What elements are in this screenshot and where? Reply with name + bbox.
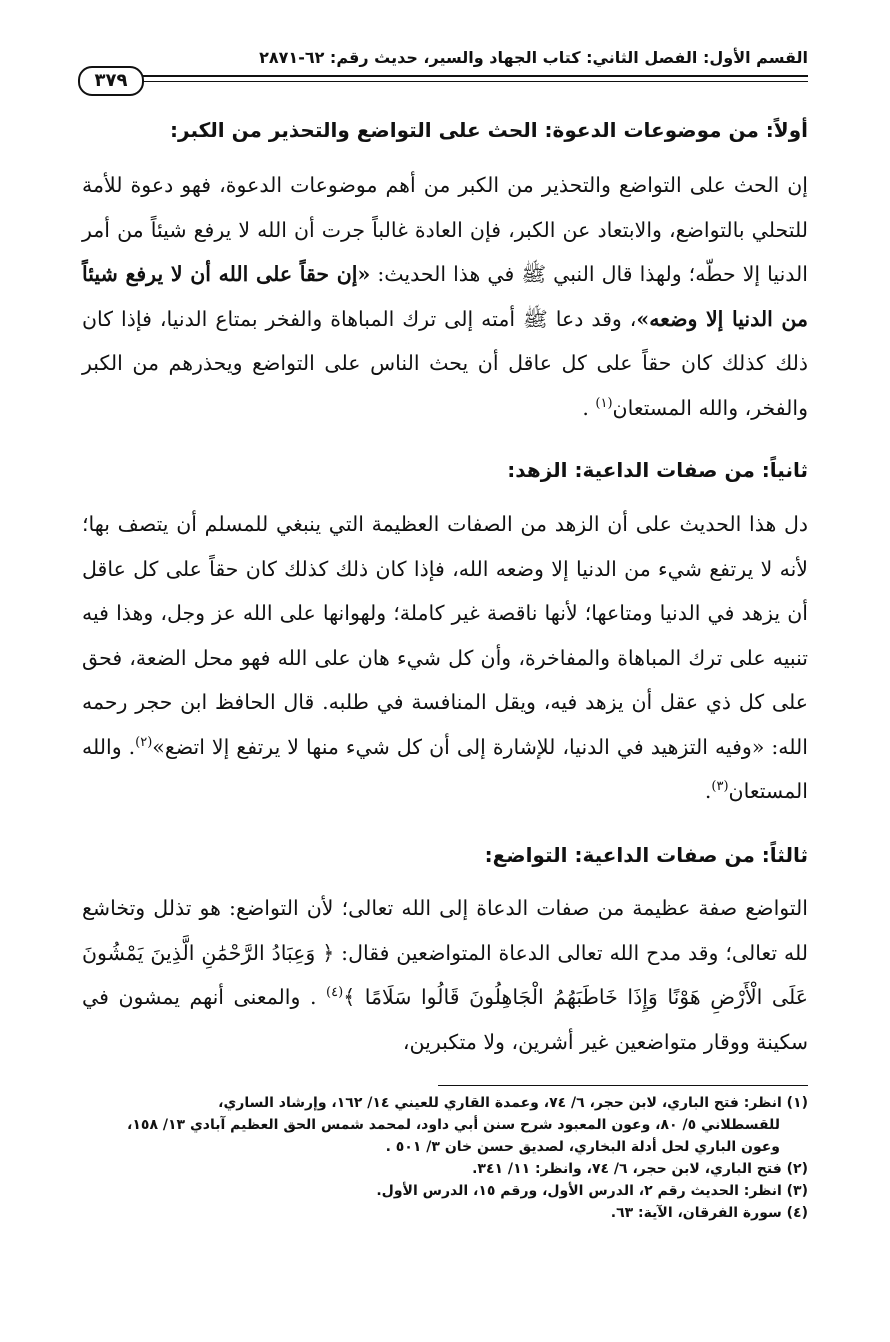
footnote-2: (٢) فتح الباري، لابن حجر، ٦/ ٧٤، وانظر: ١١/ ٣٤١. (472, 1161, 808, 1177)
footnote-1-line-1: (١) انظر: فتح الباري، لابن حجر، ٦/ ٧٤، وعمدة القاري للعيني ١٤/ ١٦٢، وإرشاد الساري، (218, 1095, 808, 1111)
footnotes (82, 1092, 808, 1224)
footnote-ref-2[interactable]: (٢) (135, 734, 153, 750)
paragraph-text: دل هذا الحديث على أن الزهد من الصفات العظيمة التي ينبغي للمسلم أن يتصف بها؛ لأنه لا يرتفع شيء من الدنيا إلا وضعه الله، فإذا كان ذلك كذلك كان حقاً على كل عاقل أن يزهد في الدنيا ومتاعها؛ لأنها ناقصة غير كاملة؛ ولهوانها على الله عز وجل، وهذا فيه تنبيه على ترك المباهاة والمفاخرة، وأن كل شيء هان على الله فهو محل الضعة، فحق على كل ذي عقل أن يزهد فيه، ويقل المنافسة في طلبه. قال الحافظ ابن حجر رحمه الله: «وفيه التزهيد في الدنيا، للإشارة إلى أن كل شيء منها لا يرتفع إلا اتضع» (82, 512, 808, 759)
paragraph-text: . (704, 779, 712, 803)
paragraph-text: . (582, 395, 596, 420)
section-paragraph-3 (82, 886, 808, 1064)
footnote-ref-3[interactable]: (٣) (711, 779, 729, 795)
section-heading-1: أولاً: من موضوعات الدعوة: الحث على التواضع والتحذير من الكبر: (170, 118, 808, 142)
footnote-separator (438, 1085, 808, 1086)
footnote-1-line-3: وعون الباري لحل أدلة البخاري، لصديق حسن خان ٣/ ٥٠١ . (385, 1139, 780, 1155)
paragraph-text: . والله المستعان (82, 734, 808, 803)
footnote-ref-1[interactable]: (١) (595, 395, 613, 411)
hadith-quote: «إن حقاً على الله أن لا يرفع شيئاً من الدنيا إلا وضعه» (82, 262, 808, 331)
footnote-4: (٤) سورة الفرقان، الآية: ٦٣. (610, 1205, 808, 1221)
footnote-1-line-2: للقسطلاني ٥/ ٨٠، وعون المعبود شرح سنن أبي داود، لمحمد شمس الحق العظيم آبادي ١٣/ ١٥٨، (127, 1117, 780, 1133)
quran-verse: ﴿ وَعِبَادُ الرَّحْمَٰنِ الَّذِينَ يَمْشُونَ عَلَى الْأَرْضِ هَوْنًا وَإِذَا خَاطَبَهُمُ الْجَاهِلُونَ قَالُوا سَلَامًا ﴾ (82, 940, 809, 1009)
footnote-3: (٣) انظر: الحديث رقم ٢، الدرس الأول، ورقم ١٥، الدرس الأول. (376, 1183, 808, 1199)
paragraph-text: . والمعنى أنهم يمشون في سكينة ووقار متواضعين غير أشرين، ولا متكبرين، (82, 985, 808, 1054)
section-paragraph-1 (82, 163, 808, 430)
section-paragraph-2 (82, 502, 808, 814)
section-heading-3: ثالثاً: من صفات الداعية: التواضع: (484, 843, 808, 867)
header-rule-thick (138, 75, 808, 77)
paragraph-text: التواضع صفة عظيمة من صفات الدعاة إلى الله تعالى؛ لأن التواضع: هو تذلل وتخاشع لله تعالى؛ وقد مدح الله تعالى الدعاة المتواضعين فقال: (82, 896, 808, 965)
footnote-ref-4[interactable]: (٤) (326, 985, 344, 1001)
running-header-title: القسم الأول: الفصل الثاني: كتاب الجهاد والسير، حديث رقم: ٦٢-٢٨٧١ (259, 48, 808, 67)
paragraph-text: ، وقد دعا ﷺ أمته إلى ترك المباهاة والفخر بمتاع الدنيا، فإذا كان ذلك كذلك كان حقاً على كل عاقل أن يحث الناس على التواضع ويحذرهم من الكبر والفخر، والله المستعان (82, 306, 808, 420)
section-heading-2: ثانياً: من صفات الداعية: الزهد: (507, 458, 808, 482)
paragraph-text: إن الحث على التواضع والتحذير من الكبر من أهم موضوعات الدعوة، فهو دعوة للأمة للتحلي بالتواضع، والابتعاد عن الكبر، فإن العادة غالباً جرت أن الله لا يرفع شيئاً من أمر الدنيا إلا حطّه؛ ولهذا قال النبي ﷺ في هذا الحديث: (82, 173, 808, 286)
page-number: ٣٧٩ (78, 66, 144, 96)
header-rule-thin (138, 81, 808, 82)
